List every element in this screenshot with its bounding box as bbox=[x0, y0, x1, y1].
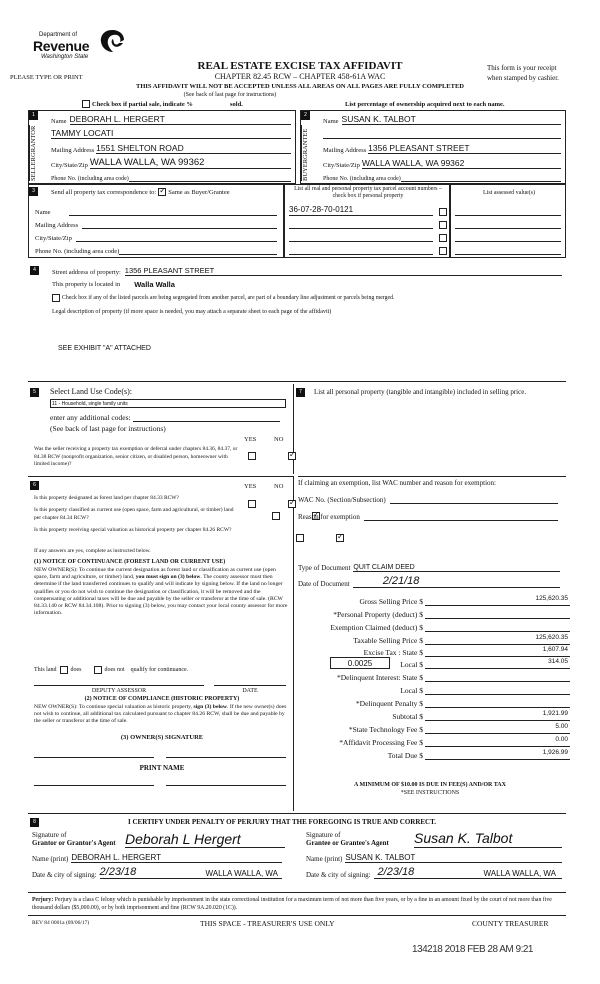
parcels-section bbox=[284, 184, 450, 258]
buyer-side-label: BUYER GRANTEE bbox=[301, 125, 319, 181]
assessor-date-label: DATE bbox=[242, 688, 258, 694]
exemption-claimed-field[interactable] bbox=[425, 621, 570, 632]
parcel-row-2 bbox=[289, 218, 447, 229]
personal-property-deduct-row: *Personal Property (deduct) $ bbox=[300, 607, 590, 619]
additional-codes-row: enter any additional codes: bbox=[50, 411, 280, 422]
certification-section bbox=[28, 813, 566, 893]
seller-address-field[interactable]: 1551 SHELTON ROAD bbox=[96, 143, 291, 154]
exemption-reason-field[interactable] bbox=[364, 511, 558, 521]
located-county[interactable]: Walla Walla bbox=[134, 280, 175, 289]
doc-date-row: Date of Document 2/21/18 bbox=[298, 574, 560, 588]
personal-property-checkbox[interactable] bbox=[439, 208, 447, 216]
exemption-claimed-row: Exemption Claimed (deduct) $ bbox=[300, 620, 590, 632]
parcel-row-4 bbox=[289, 244, 447, 255]
seller-city-field[interactable]: WALLA WALLA, WA 99362 bbox=[90, 157, 291, 169]
document-date-field[interactable]: 2/21/18 bbox=[353, 575, 560, 588]
buyer-city-field[interactable]: WALLA WALLA, WA 99362 bbox=[362, 158, 561, 169]
taxable-selling-price-field[interactable]: 125,620.35 bbox=[425, 634, 570, 645]
seller-section bbox=[28, 110, 296, 184]
personal-property-checkbox[interactable] bbox=[439, 234, 447, 242]
buyer-name-field[interactable]: SUSAN K. TALBOT bbox=[342, 114, 561, 125]
grantee-date-row: Date & city of signing: 2/23/18 WALLA WALLA, WA bbox=[306, 865, 562, 879]
does-not-qualify-checkbox[interactable] bbox=[94, 666, 102, 674]
same-as-buyer-checkbox[interactable] bbox=[158, 188, 166, 196]
delinquent-interest-local-row: Local $ bbox=[300, 683, 590, 695]
form-title: REAL ESTATE EXCISE TAX AFFIDAVIT bbox=[197, 60, 403, 72]
continuance-row: This land does does not qualify for continuance. bbox=[34, 667, 189, 673]
deputy-assessor-signature-line[interactable] bbox=[34, 685, 204, 686]
parcel-number-field[interactable] bbox=[289, 244, 433, 255]
corr-city-row: City/State/Zip bbox=[35, 231, 277, 242]
excise-tax-local-field[interactable]: 314.05 bbox=[425, 658, 570, 669]
section-2-badge: 2 bbox=[301, 111, 310, 120]
buyer-name2-field[interactable] bbox=[323, 128, 561, 139]
assessed-values-section bbox=[450, 184, 566, 258]
parcel-number-field[interactable]: 36-07-28-70-0121 bbox=[289, 205, 433, 216]
excise-tax-local-row: Local $ 314.05 bbox=[400, 658, 568, 669]
buyer-phone-row: Phone No. (including area code) bbox=[323, 171, 561, 182]
section-3-badge: 3 bbox=[29, 187, 38, 196]
form-subtitle: CHAPTER 82.45 RCW – CHAPTER 458-61A WAC bbox=[214, 72, 386, 81]
personal-property-checkbox[interactable] bbox=[439, 247, 447, 255]
owner-signature-line-2[interactable] bbox=[166, 757, 286, 758]
street-row: Street address of property: 1356 PLEASANT STREET bbox=[52, 265, 562, 276]
local-rate-box[interactable]: 0.0025 bbox=[330, 657, 390, 669]
assessed-value-field[interactable] bbox=[455, 218, 561, 229]
partial-sale-sold: sold. bbox=[230, 101, 243, 108]
section-8-badge: 8 bbox=[30, 818, 39, 827]
additional-codes-field[interactable] bbox=[133, 412, 280, 422]
personal-property-deduct-field[interactable] bbox=[425, 608, 570, 619]
assessed-value-field[interactable] bbox=[455, 244, 561, 255]
current-use-yes-checkbox[interactable] bbox=[272, 512, 280, 520]
s6-no-header: NO bbox=[274, 483, 284, 490]
wac-row: WAC No. (Section/Subsection) bbox=[298, 493, 558, 504]
corr-address-row: Mailing Address bbox=[35, 218, 277, 229]
treasurer-use-label: THIS SPACE - TREASURER'S USE ONLY bbox=[200, 919, 335, 928]
exemption-yes-checkbox[interactable] bbox=[248, 452, 256, 460]
taxable-selling-price-row: Taxable Selling Price $ 125,620.35 bbox=[353, 634, 568, 645]
grantee-signature[interactable]: Susan K. Talbot bbox=[414, 828, 562, 848]
seller-address-row: Mailing Address 1551 SHELTON ROAD bbox=[51, 142, 291, 154]
perjury-notice: Perjury: Perjury is a class C felony which is punishable by imprisonment in the state correctional institution for a maximum term of not more than five years, or by a fine in an amount fixed by the court of not more than five thousand dollars ($5,000.00), or by both imprisonment and fine (RCW 9A.20.020 (1C)). bbox=[32, 897, 552, 911]
notice2-body: NEW OWNER(S): To continue special valuation as historic property, sign (3) below. If the new owner(s) does not wish to continue, all additional tax calculated pursuant to chapter 84.26 RCW, shall be due and payable by the seller or transferor at the time of sale. bbox=[34, 704, 287, 725]
ownership-note: List percentage of ownership acquired next to each name. bbox=[345, 101, 505, 108]
personal-property-checkbox[interactable] bbox=[439, 221, 447, 229]
land-use-see-back: (See back of last page for instructions) bbox=[50, 424, 166, 433]
subtotal-row: Subtotal $ 1,921.99 bbox=[392, 710, 568, 721]
see-instructions-note: *SEE INSTRUCTIONS bbox=[400, 790, 460, 796]
seller-phone-field[interactable] bbox=[129, 181, 291, 182]
deputy-assessor-label: DEPUTY ASSESSOR bbox=[91, 688, 147, 694]
county-treasurer-label: COUNTY TREASURER bbox=[472, 919, 549, 928]
buyer-section bbox=[300, 110, 566, 184]
exemption-question: Was the seller receiving a property tax exemption or deferral under chapters 84.36, 84.37, or 84.38 RCW (nonprofit organization, senior citizen, or disabled person, homeowner with limited income)? bbox=[34, 446, 238, 467]
doc-type-row: Type of Document QUIT CLAIM DEED bbox=[298, 560, 560, 572]
partial-sale-row bbox=[82, 100, 193, 108]
partial-sale-label: Check box if partial sale, indicate % bbox=[92, 100, 193, 108]
parcel-number-field[interactable] bbox=[289, 218, 433, 229]
acceptance-warning: THIS AFFIDAVIT WILL NOT BE ACCEPTED UNLESS ALL AREAS ON ALL PAGES ARE FULLY COMPLETED bbox=[136, 83, 464, 90]
receipt-note-2: when stamped by cashier. bbox=[487, 74, 559, 82]
grantor-date-field[interactable]: 2/23/18 bbox=[100, 866, 155, 879]
forest-land-question: Is this property designated as forest land per chapter 84.33 RCW? bbox=[34, 495, 179, 501]
subtotal-field[interactable]: 1,921.99 bbox=[425, 710, 570, 721]
delinquent-interest-local-field[interactable] bbox=[425, 684, 570, 695]
see-back-note: (See back of last page for instructions) bbox=[183, 92, 277, 98]
seller-name2-field[interactable]: TAMMY LOCATI bbox=[51, 128, 291, 139]
legal-label: Legal description of property (if more space is needed, you may attach a separate sheet to each page of the affidavit) bbox=[52, 309, 332, 315]
delinquent-penalty-row: *Delinquent Penalty $ bbox=[300, 696, 590, 708]
buyer-city-row: City/State/Zip WALLA WALLA, WA 99362 bbox=[323, 156, 561, 169]
seller-name-row: Name DEBORAH L. HERGERT bbox=[51, 113, 291, 125]
treasurer-stamp: 134218 2018 FEB 28 AM 9:21 bbox=[412, 944, 533, 955]
buyer-name2-row bbox=[323, 127, 561, 139]
form-id: REV 84 0001a (09/06/17) bbox=[32, 920, 90, 926]
assessed-header: List assessed value(s) bbox=[483, 190, 535, 196]
please-type-note: PLEASE TYPE OR PRINT bbox=[10, 74, 83, 81]
gross-selling-price-row: Gross Selling Price $ 125,620.35 bbox=[359, 595, 568, 606]
state-technology-fee-row: *State Technology Fee $ 5.00 bbox=[348, 723, 568, 734]
property-street-field[interactable]: 1356 PLEASANT STREET bbox=[125, 266, 562, 276]
buyer-phone-field[interactable] bbox=[401, 181, 561, 182]
seller-phone-row: Phone No. (including area code) bbox=[51, 171, 291, 182]
affidavit-processing-fee-field[interactable]: 0.00 bbox=[425, 736, 570, 747]
wac-number-field[interactable] bbox=[390, 494, 558, 504]
corr-name-field[interactable] bbox=[69, 206, 277, 216]
parcels-header: List all real and personal property tax parcel account numbers – check box if personal property bbox=[294, 186, 442, 199]
state-technology-fee-field[interactable]: 5.00 bbox=[425, 723, 570, 734]
segregated-checkbox[interactable] bbox=[52, 294, 60, 302]
section-1-badge: 1 bbox=[29, 111, 38, 120]
certification-statement: I CERTIFY UNDER PENALTY OF PERJURY THAT THE FOREGOING IS TRUE AND CORRECT. bbox=[128, 818, 437, 826]
owner-signature-line-1[interactable] bbox=[34, 757, 154, 758]
partial-sale-checkbox[interactable] bbox=[82, 100, 90, 108]
personal-property-label: List all personal property (tangible and intangible) included in selling price. bbox=[314, 388, 527, 396]
section-5-badge: 5 bbox=[30, 388, 39, 397]
excise-tax-state-row: Excise Tax : State $ 1,607.94 bbox=[363, 646, 568, 657]
no-header: NO bbox=[274, 436, 284, 443]
s6-yes-header: YES bbox=[244, 483, 257, 490]
reason-row: Reason for exemption bbox=[298, 510, 558, 521]
document-type-field[interactable]: QUIT CLAIM DEED bbox=[353, 564, 560, 572]
assessed-value-field[interactable] bbox=[455, 231, 561, 242]
section-7-badge: 7 bbox=[296, 388, 305, 397]
section6 bbox=[28, 476, 294, 811]
seller-name2-row bbox=[51, 127, 291, 139]
buyer-name-row: Name SUSAN K. TALBOT bbox=[323, 113, 561, 125]
legal-description[interactable]: SEE EXHIBIT "A" ATTACHED bbox=[58, 345, 151, 352]
grantor-name-row: Name (print) DEBORAH L. HERGERT bbox=[32, 851, 282, 863]
grantor-signature[interactable]: Deborah L Hergert bbox=[125, 830, 285, 848]
buyer-address-row: Mailing Address 1356 PLEASANT STREET bbox=[323, 142, 561, 154]
notice1-title: (1) NOTICE OF CONTINUANCE (FOREST LAND OR CURRENT USE) bbox=[34, 559, 226, 565]
current-use-question: Is this property classified as current use (open space, farm and agricultural, or timber) land per chapter 84.34 RCW? bbox=[34, 507, 234, 521]
if-yes-note: If any answers are yes, complete as instructed below. bbox=[34, 548, 151, 554]
forest-land-yes-checkbox[interactable] bbox=[248, 500, 256, 508]
section-4-badge: 4 bbox=[30, 266, 39, 275]
grantor-city-field[interactable]: WALLA WALLA, WA bbox=[155, 869, 282, 879]
grantor-name-field[interactable]: DEBORAH L. HERGERT bbox=[71, 853, 282, 863]
gross-selling-price-field[interactable]: 125,620.35 bbox=[425, 595, 570, 606]
delinquent-penalty-field[interactable] bbox=[425, 697, 570, 708]
notice1-body: NEW OWNER(S): To continue the current designation as forest land or classification as current use (open space, farm and agriculture, or timber) land, you must sign on (3) below. The county assessor must then determine if the land transferred continues to qualify and will indicate by signing below. If the land no longer qualifies or you do not wish to continue the designation or classification, it will be removed and the compensating or additional taxes will be due and payable by the seller or transferor at the time of sale. (RCW 84.33.140 or RCW 84.34.108). Prior to signing (3) below, you may contact your local county assessor for more information. bbox=[34, 567, 288, 617]
exemption-claim-label: If claiming an exemption, list WAC number and reason for exemption: bbox=[298, 476, 566, 487]
land-use-section bbox=[28, 384, 294, 474]
correspondence-section bbox=[28, 184, 284, 258]
located-row: This property is located in Walla Walla bbox=[52, 280, 175, 289]
parcel-number-field[interactable] bbox=[289, 231, 433, 242]
print-name-label: PRINT NAME bbox=[139, 764, 185, 772]
grantee-name-field[interactable]: SUSAN K. TALBOT bbox=[345, 853, 562, 863]
land-use-code-select[interactable]: 11 - Household, single family units bbox=[50, 399, 286, 408]
seller-city-row: City/State/Zip WALLA WALLA, WA 99362 bbox=[51, 156, 291, 169]
corr-address-field[interactable] bbox=[82, 219, 277, 229]
grantee-date-field[interactable]: 2/23/18 bbox=[374, 866, 434, 879]
total-due-field[interactable]: 1,926.99 bbox=[425, 749, 570, 760]
print-name-line-1[interactable] bbox=[34, 785, 154, 786]
affidavit-processing-fee-row: *Affidavit Processing Fee $ 0.00 bbox=[339, 736, 568, 747]
does-qualify-checkbox[interactable] bbox=[60, 666, 68, 674]
parcel-row-3 bbox=[289, 231, 447, 242]
corr-city-field[interactable] bbox=[76, 232, 277, 242]
print-name-line-2[interactable] bbox=[166, 785, 286, 786]
footer-rule bbox=[28, 915, 566, 916]
logo-line3: Washington State bbox=[41, 54, 89, 60]
dor-swirl-icon bbox=[98, 28, 126, 54]
segregated-row: Check box if any of the listed parcels are being segregated from another parcel, are part of a boundary line adjustment or parcels being merged. bbox=[52, 294, 394, 302]
parcel-row-1 bbox=[289, 205, 447, 216]
assessor-date-line[interactable] bbox=[214, 685, 286, 686]
corr-phone-field[interactable] bbox=[119, 245, 277, 255]
corr-phone-row: Phone No. (including area code) bbox=[35, 244, 277, 255]
logo-line1: Department of bbox=[39, 32, 78, 38]
excise-tax-state-field[interactable]: 1,607.94 bbox=[425, 646, 570, 657]
seller-name-field[interactable]: DEBORAH L. HERGERT bbox=[70, 114, 291, 125]
grantor-date-row: Date & city of signing: 2/23/18 WALLA WALLA, WA bbox=[32, 865, 282, 879]
historic-question: Is this property receiving special valuation as historical property per chapter 84.26 RCW? bbox=[34, 527, 232, 533]
grantee-city-field[interactable]: WALLA WALLA, WA bbox=[434, 869, 562, 879]
grantee-name-row: Name (print) SUSAN K. TALBOT bbox=[306, 851, 562, 863]
total-due-row: Total Due $ 1,926.99 bbox=[387, 749, 568, 760]
minimum-due-note: A MINIMUM OF $10.00 IS DUE IN FEE(S) AND/OR TAX bbox=[354, 782, 506, 788]
yes-header: YES bbox=[244, 436, 257, 443]
assessed-value-field[interactable] bbox=[455, 205, 561, 216]
section-6-badge: 6 bbox=[30, 481, 39, 490]
delinquent-interest-state-field[interactable] bbox=[425, 671, 570, 682]
delinquent-interest-state-row: *Delinquent Interest: State $ bbox=[300, 670, 590, 682]
owner-signature-title: (3) OWNER(S) SIGNATURE bbox=[120, 734, 204, 741]
seller-side-label: SELLER GRANTOR bbox=[29, 125, 47, 181]
grantor-sig-label: Signature of Grantor or Grantor's Agent bbox=[32, 831, 116, 847]
grantee-sig-label: Signature of Grantee or Grantee's Agent bbox=[306, 831, 389, 847]
correspondence-header: Send all property tax correspondence to: ✓ Same as Buyer/Grantee bbox=[51, 188, 230, 196]
corr-name-row: Name bbox=[35, 205, 277, 216]
notice2-title: (2) NOTICE OF COMPLIANCE (HISTORIC PROPERTY) bbox=[84, 696, 240, 702]
property-section bbox=[28, 262, 566, 382]
logo-line2: Revenue bbox=[33, 38, 90, 54]
receipt-note-1: This form is your receipt bbox=[487, 64, 557, 72]
land-use-label: Select Land Use Code(s): bbox=[50, 387, 132, 396]
buyer-address-field[interactable]: 1356 PLEASANT STREET bbox=[368, 143, 561, 154]
